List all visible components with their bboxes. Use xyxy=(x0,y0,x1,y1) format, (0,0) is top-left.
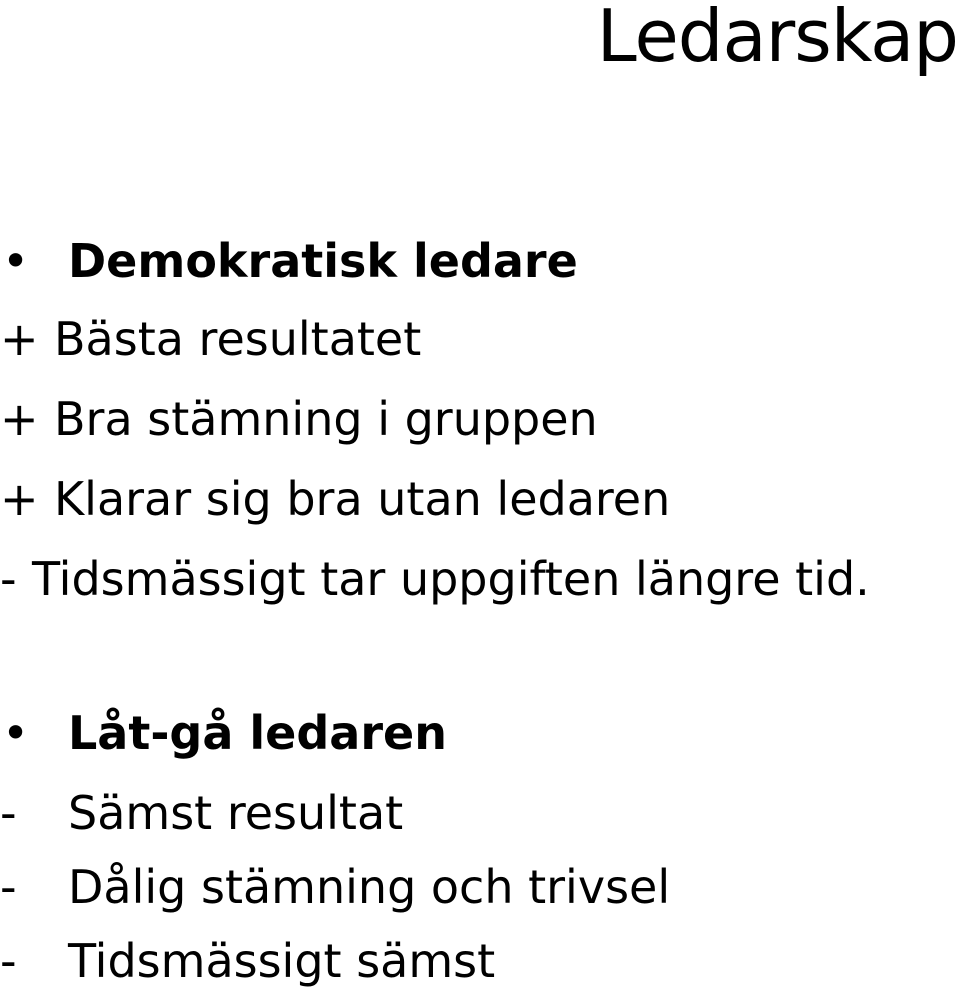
list-item-text: Bra stämning i gruppen xyxy=(54,392,598,446)
pro-sign: + xyxy=(0,392,39,446)
con-sign: - xyxy=(0,552,17,606)
section-1-bullet: • xyxy=(2,234,30,288)
list-item-text: Tidsmässigt tar uppgiften längre tid. xyxy=(32,552,870,606)
list-item xyxy=(0,472,671,526)
pro-sign: + xyxy=(0,472,39,526)
slide-title: Ledarskap xyxy=(596,0,958,78)
list-item-text: Tidsmässigt sämst xyxy=(68,934,496,988)
list-item xyxy=(0,786,404,840)
con-sign: - xyxy=(0,786,17,840)
list-item xyxy=(0,312,422,366)
section-2-bullet: • xyxy=(2,706,30,760)
con-sign: - xyxy=(0,934,17,988)
list-item-text: Klarar sig bra utan ledaren xyxy=(54,472,671,526)
con-sign: - xyxy=(0,860,17,914)
section-1-heading: Demokratisk ledare xyxy=(68,234,578,288)
list-item xyxy=(0,934,496,988)
list-item-text: Dålig stämning och trivsel xyxy=(68,860,671,914)
list-item xyxy=(0,392,598,446)
pro-sign: + xyxy=(0,312,39,366)
list-item-text: Bästa resultatet xyxy=(54,312,422,366)
list-item-text: Sämst resultat xyxy=(68,786,404,840)
section-2-heading: Låt-gå ledaren xyxy=(68,706,447,760)
list-item xyxy=(0,860,671,914)
list-item xyxy=(0,552,870,606)
